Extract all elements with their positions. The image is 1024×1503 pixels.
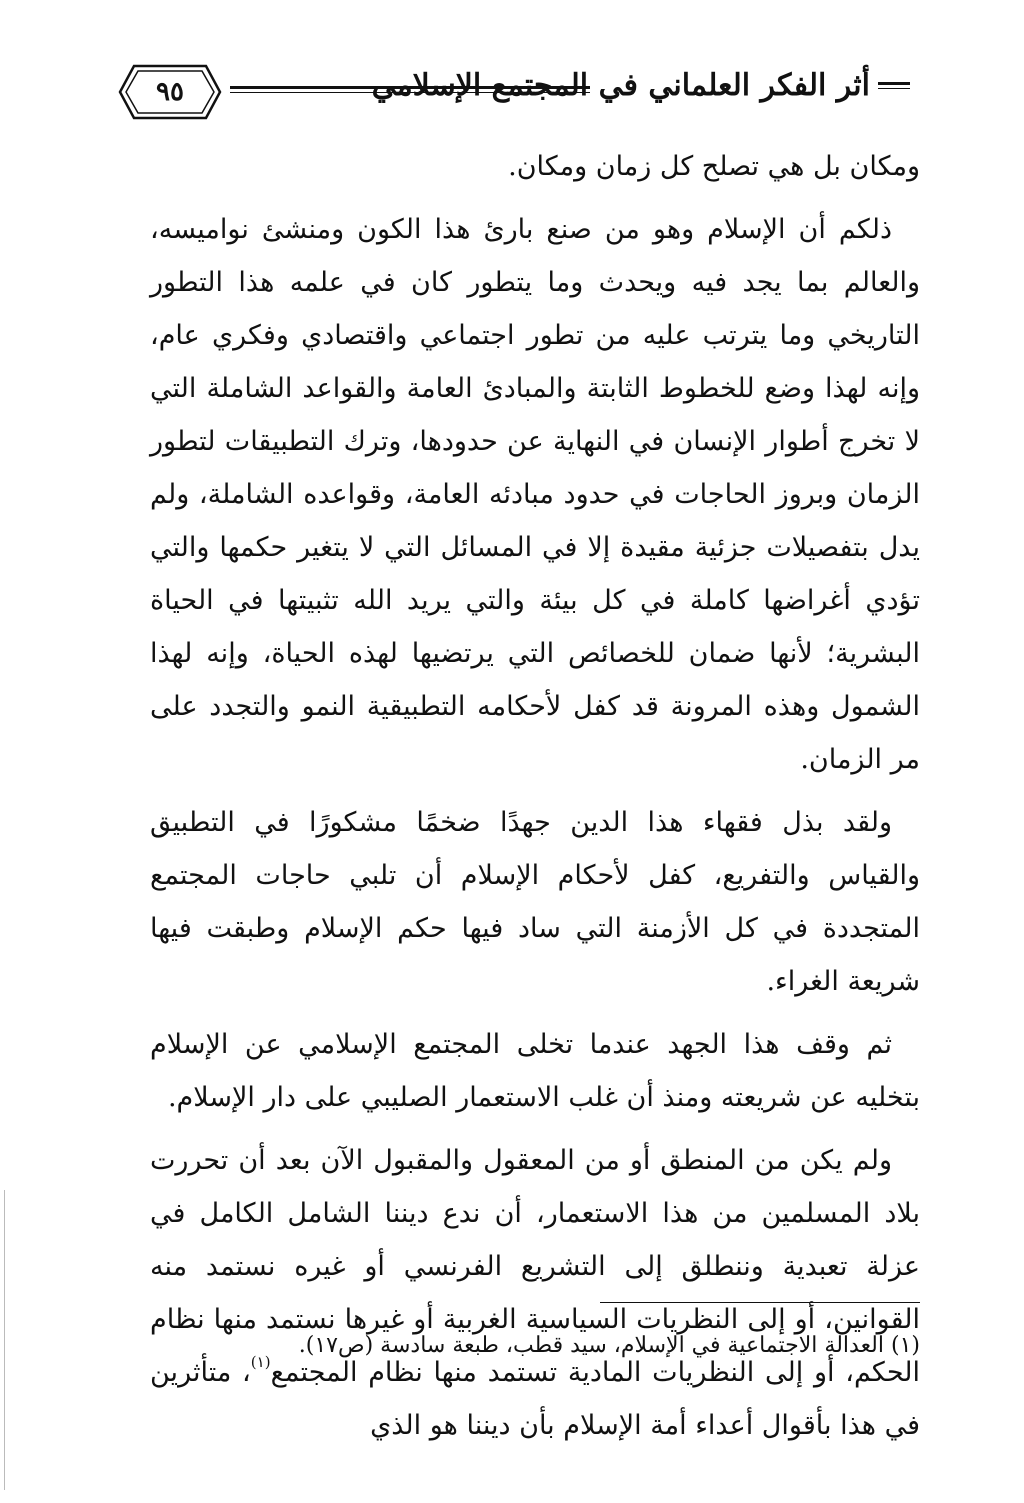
footnote: (١) العدالة الاجتماعية في الإسلام، سيد قطب، طبعة سادسة (ص١٧). — [298, 1333, 920, 1358]
paragraph: ثم وقف هذا الجهد عندما تخلى المجتمع الإسلامي عن الإسلام بتخليه عن شريعته ومنذ أن غلب الاستعمار الصليبي على دار الإسلام. — [150, 1029, 920, 1113]
body-text — [150, 140, 920, 1462]
paragraph: ولقد بذل فقهاء هذا الدين جهدًا ضخمًا مشكورًا في التطبيق والقياس والتفريع، كفل لأحكام الإسلام أن تلبي حاجات المجتمع المتجددة في كل الأزمنة التي ساد فيها حكم الإسلام وطبقت فيها شريعة الغراء. — [150, 807, 920, 997]
footnote-divider — [600, 1302, 920, 1303]
scan-edge-line — [4, 1190, 5, 1490]
page-number-badge — [116, 62, 224, 122]
header-dash — [878, 82, 910, 89]
running-title: أثر الفكر العلماني في المجتمع الإسلامي — [371, 68, 870, 103]
page-number: ٩٥ — [156, 77, 184, 107]
paragraph: ذلكم أن الإسلام وهو من صنع بارئ هذا الكون ومنشئ نواميسه، والعالم بما يجد فيه ويحدث وما يتطور كان في علمه هذا التطور التاريخي وما يترتب عليه من تطور اجتماعي واقتصادي وفكري عام، وإنه لهذا وضع للخطوط الثابتة والمبادئ العامة والقواعد الشاملة التي لا تخرج أطوار الإنسان في النهاية عن حدودها، وترك التطبيقات لتطور الزمان وبروز الحاجات في حدود مبادئه العامة، وقواعده الشاملة، ولم يدل بتفصيلات جزئية مقيدة إلا في المسائل التي لا يتغير حكمها والتي تؤدي أغراضها كاملة في كل بيئة والتي يريد الله تثبيتها في الحياة البشرية؛ لأنها ضمان للخصائص التي يرتضيها لهذه الحياة، وإنه لهذا الشمول وهذه المرونة قد كفل لأحكامه التطبيقية النمو والتجدد على مر الزمان. — [150, 214, 920, 775]
footnote-reference[interactable]: (١) — [250, 1353, 271, 1371]
page-header — [110, 60, 910, 124]
paragraph-text: ولم يكن من المنطق أو من المعقول والمقبول الآن بعد أن تحررت بلاد المسلمين من هذا الاستعمار، أن ندع ديننا الشامل الكامل في عزلة تعبدية وننطلق إلى التشريع الفرنسي أو غيره نستمد منه القوانين، أو إلى النظريات السياسية الغربية أو غيرها نستمد منها نظام الحكم، أو إلى النظريات المادية تستمد منها نظام المجتمع — [150, 1145, 920, 1388]
paragraph-text-tail: ، متأثرين في هذا بأقوال أعداء أمة الإسلام بأن ديننا هو الذي — [150, 1357, 920, 1441]
paragraph: ومكان بل هي تصلح كل زمان ومكان. — [508, 151, 920, 182]
paragraph-with-footnote — [150, 1134, 920, 1452]
